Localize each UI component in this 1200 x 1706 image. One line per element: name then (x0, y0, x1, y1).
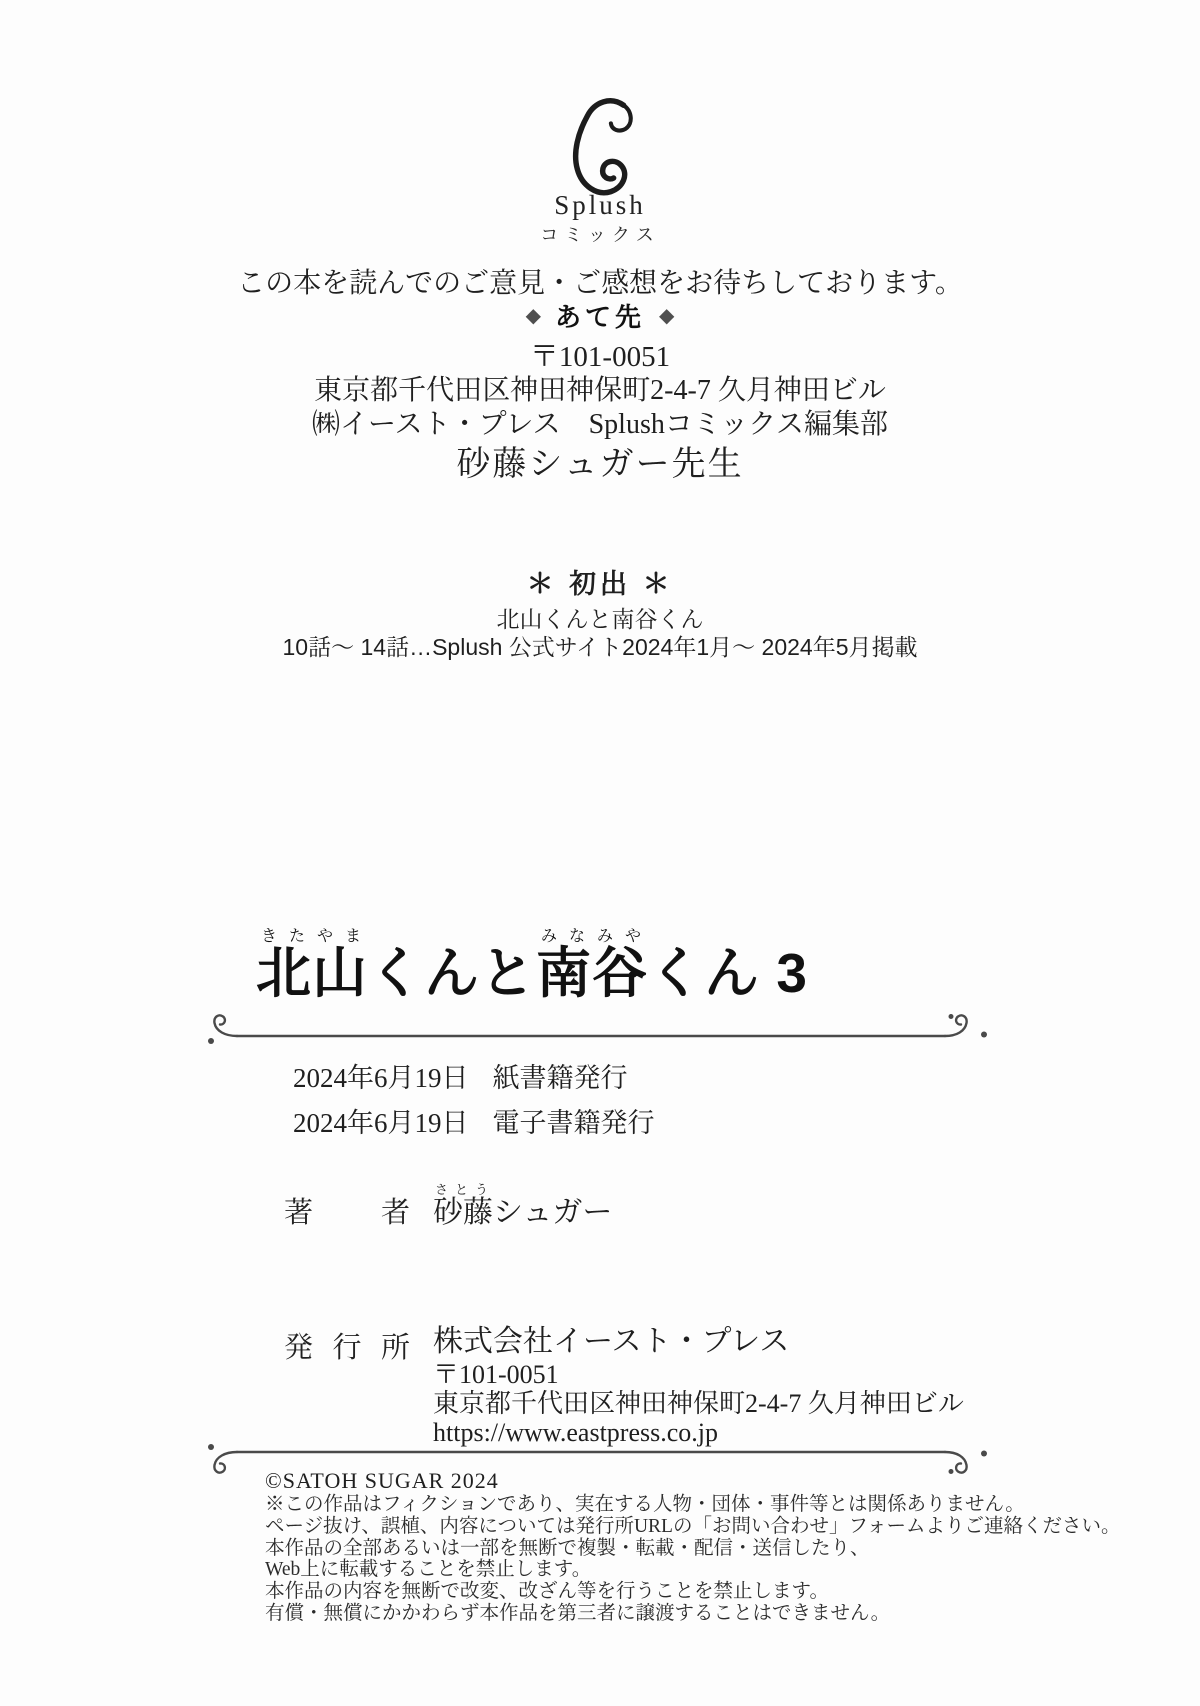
legal-line: 有償・無償にかかわらず本作品を第三者に譲渡することはできません。 (265, 1602, 891, 1624)
author-label: 著 者 (284, 1197, 410, 1229)
addressee-heading (0, 297, 1200, 334)
publisher-block (284, 1325, 993, 1446)
diamond-icon: ◆ (525, 305, 541, 327)
splush-logo-icon (552, 98, 648, 198)
feedback-postal-code: 〒101-0051 (529, 341, 671, 373)
edition-row (293, 1056, 655, 1095)
feedback-intro: この本を読んでのご意見・ご感想をお待ちしております。 (237, 268, 963, 299)
publisher-url: https://www.eastpress.co.jp (433, 1418, 718, 1447)
legal-line: Web上に転載することを禁止します。 (265, 1559, 592, 1581)
edition-row (293, 1101, 655, 1140)
publisher-address: 東京都千代田区神田神保町2-4-7 久月神田ビル (433, 1389, 964, 1418)
publisher-label: 発 行 所 (284, 1332, 410, 1364)
legal-text (265, 1494, 1120, 1625)
title-segment: くんと (368, 942, 537, 1004)
author-name-segment: 砂藤さとう (433, 1182, 493, 1229)
legal-line: ※この作品はフィクションであり、実在する人物・団体・事件等とは関係ありません。 (265, 1494, 1025, 1515)
feedback-department: ㈱イースト・プレス Splushコミックス編集部 (311, 409, 889, 440)
publisher-content (433, 1325, 993, 1446)
title-segment: 南谷みなみや (536, 928, 649, 1004)
legal-line: ページ抜け、誤植、内容については発行所URLの「お問い合わせ」フォームよりご連絡ください。 (265, 1515, 1121, 1537)
addressee-label: あて先 (554, 302, 645, 332)
publisher-postal-code: 〒101-0051 (433, 1360, 559, 1389)
first-publication-heading (0, 562, 1200, 601)
edition-label: 電子書籍発行 (492, 1108, 655, 1138)
first-publication-detail: 10話～ 14話…Splush 公式サイト2024年1月～ 2024年5月掲載 (282, 634, 918, 660)
edition-date: 2024年6月19日 (293, 1108, 469, 1138)
first-publication-label: 初出 (569, 569, 631, 599)
logo-name: Splush (554, 190, 646, 220)
edition-dates (293, 1056, 655, 1146)
asterisk-icon: ＊ (526, 569, 558, 599)
title-segment: 北山きたやま (256, 928, 369, 1004)
edition-date: 2024年6月19日 (293, 1063, 469, 1093)
copyright-notice: ©SATOH SUGAR 2024 (265, 1468, 499, 1493)
first-publication-series: 北山くんと南谷くん (496, 606, 704, 632)
asterisk-icon: ＊ (642, 569, 674, 599)
publisher-name: 株式会社イースト・プレス (433, 1325, 790, 1358)
legal-line: 本作品の内容を無断で改変、改ざん等を行うことを禁止します。 (265, 1581, 829, 1603)
logo-subtitle: コミックス (540, 225, 660, 245)
divider-flourish (195, 1010, 990, 1046)
author-name-segment: シュガー (493, 1196, 613, 1229)
edition-label: 紙書籍発行 (492, 1063, 628, 1093)
feedback-address: 東京都千代田区神田神保町2-4-7 久月神田ビル (314, 375, 886, 406)
author-row (284, 1182, 612, 1231)
feedback-recipient: 砂藤シュガー先生 (456, 446, 744, 483)
legal-line: 本作品の全部あるいは一部を無断で複製・転載・配信・送信したり、 (265, 1537, 870, 1559)
diamond-icon: ◆ (659, 305, 675, 327)
book-title (256, 928, 808, 1008)
author-name (433, 1182, 612, 1231)
title-segment: くん 3 (648, 942, 808, 1004)
